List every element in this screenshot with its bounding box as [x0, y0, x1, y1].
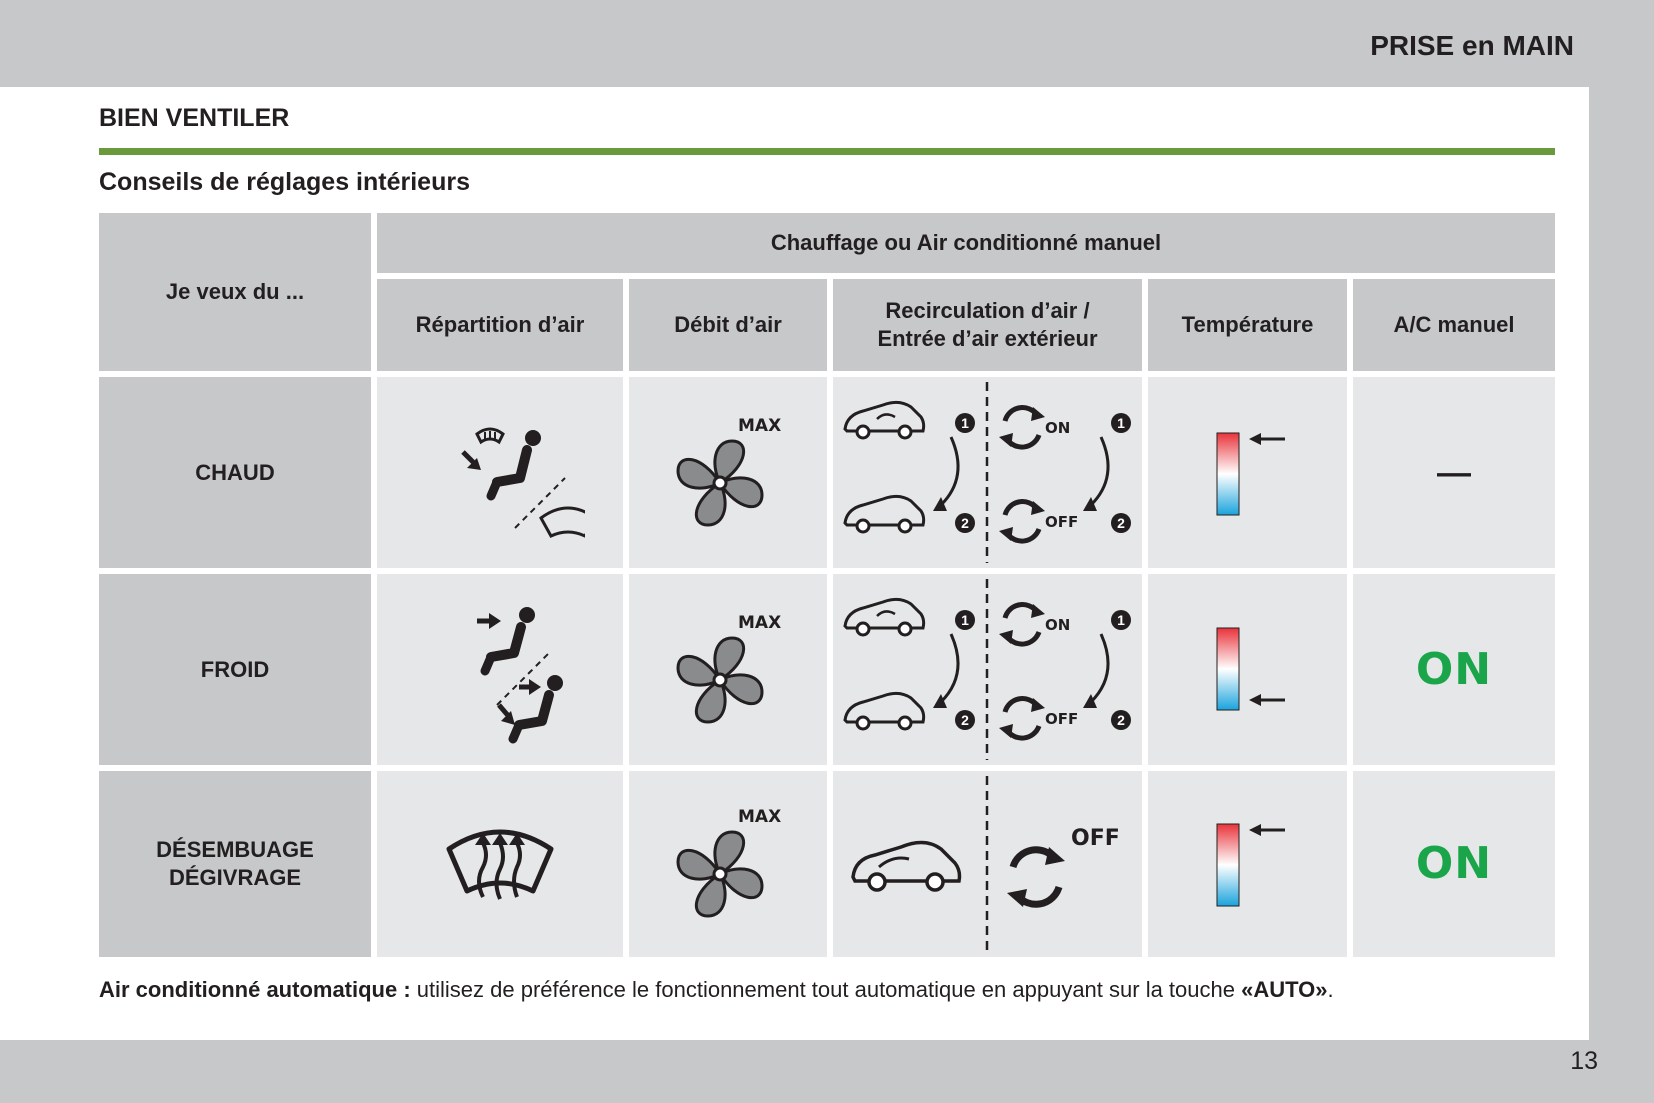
footer-note-bold: Air conditionné automatique : [99, 977, 411, 1002]
row-label-text: DÉSEMBUAGE DÉGIVRAGE [156, 837, 314, 890]
off-label: OFF [1071, 826, 1120, 851]
fan-max-icon [668, 610, 788, 730]
row-label-text: FROID [200, 656, 270, 682]
row-label-text: CHAUD [195, 459, 275, 485]
debit-cell-desembuage [629, 771, 827, 957]
chapter-title: PRISE en MAIN [1370, 30, 1574, 61]
footer-note-text: utilisez de préférence le fonctionnement tout automatique en appuyant sur la touche [410, 977, 1235, 1002]
on-label: ON [1045, 616, 1071, 634]
recirculation-sequence-icon [833, 574, 1142, 765]
group-header [377, 213, 1555, 273]
debit-cell-chaud [629, 377, 827, 568]
step-2-label: 2 [1117, 712, 1125, 728]
row-header-text: Je veux du ... [165, 279, 305, 304]
fan-max-icon [668, 804, 788, 924]
step-1-label: 1 [961, 415, 969, 431]
temperature-gauge-hot-icon [1203, 423, 1293, 523]
row-label-chaud [99, 377, 371, 568]
on-label: ON [1045, 419, 1071, 437]
debit-cell-froid [629, 574, 827, 765]
ac-on-label: ON [1415, 643, 1493, 695]
column-header-repartition [377, 279, 623, 371]
ac-cell-desembuage [1353, 771, 1555, 957]
face-airflow-icon [415, 595, 585, 745]
ac-off-dash: — [1437, 453, 1471, 492]
feet-and-windscreen-airflow-icon [415, 398, 585, 548]
footer-note [99, 978, 1555, 1002]
row-label-froid [99, 574, 371, 765]
repartition-cell-chaud [377, 377, 623, 568]
step-1-label: 1 [961, 612, 969, 628]
column-header-recirculation [833, 279, 1142, 371]
column-header-ac [1353, 279, 1555, 371]
column-header-text: Recirculation d’air / Entrée d’air extérieur [877, 298, 1098, 351]
step-1-label: 1 [1117, 415, 1125, 431]
page-number: 13 [1570, 1047, 1598, 1075]
row-header-label [99, 213, 371, 371]
column-header-text: Température [1181, 312, 1314, 337]
section-title: BIEN VENTILER [99, 104, 290, 132]
max-label: MAX [738, 415, 782, 436]
section-divider [99, 148, 1555, 155]
temperature-gauge-cold-icon [1203, 620, 1293, 720]
repartition-cell-froid [377, 574, 623, 765]
footer-note-end: . [1327, 977, 1334, 1002]
recirculation-sequence-icon [833, 377, 1142, 568]
ac-cell-chaud [1353, 377, 1555, 568]
column-header-text: Débit d’air [674, 312, 782, 337]
ac-cell-froid [1353, 574, 1555, 765]
row-label-desembuage [99, 771, 371, 957]
off-label: OFF [1045, 710, 1079, 728]
recirculation-cell-desembuage [833, 771, 1142, 957]
temperature-cell-froid [1148, 574, 1347, 765]
max-label: MAX [738, 807, 782, 827]
step-2-label: 2 [961, 712, 969, 728]
column-header-text: Répartition d’air [415, 312, 585, 337]
section-subtitle: Conseils de réglages intérieurs [99, 168, 470, 196]
temperature-cell-chaud [1148, 377, 1347, 568]
fan-max-icon [668, 413, 788, 533]
max-label: MAX [738, 612, 782, 633]
group-header-text: Chauffage ou Air conditionné manuel [770, 230, 1162, 255]
step-1-label: 1 [1117, 612, 1125, 628]
temperature-gauge-hot-icon [1203, 814, 1293, 914]
temperature-cell-desembuage [1148, 771, 1347, 957]
step-2-label: 2 [961, 515, 969, 531]
repartition-cell-desembuage [377, 771, 623, 957]
ac-on-label: ON [1415, 838, 1493, 889]
step-2-label: 2 [1117, 515, 1125, 531]
off-label: OFF [1045, 513, 1079, 531]
recirculation-cell-froid [833, 574, 1142, 765]
column-header-text: A/C manuel [1393, 312, 1515, 337]
recirculation-cell-chaud [833, 377, 1142, 568]
outside-air-recirc-off-icon [833, 771, 1142, 957]
column-header-debit [629, 279, 827, 371]
footer-note-key: «AUTO» [1241, 977, 1328, 1002]
column-header-temperature [1148, 279, 1347, 371]
windscreen-defrost-icon [445, 819, 555, 909]
